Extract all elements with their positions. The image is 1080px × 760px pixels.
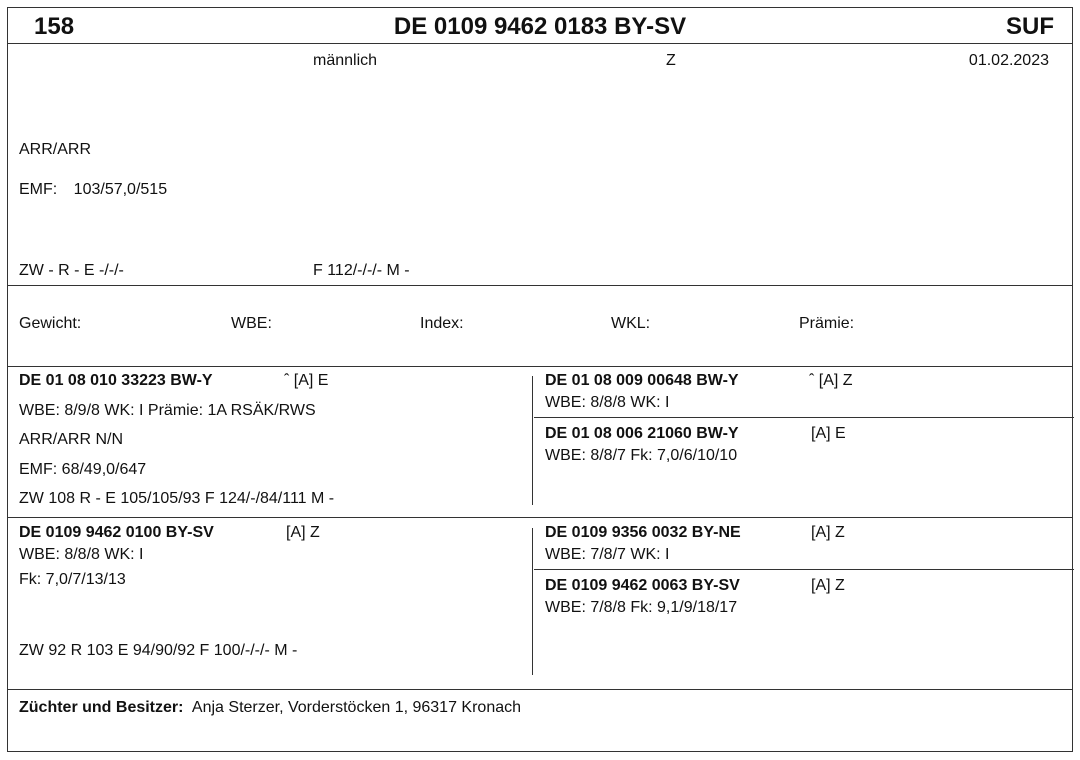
card-header	[8, 8, 1072, 44]
dam-line3: ZW 92 R 103 E 94/90/92 F 100/-/-/- M -	[19, 642, 298, 659]
divider	[8, 285, 1072, 286]
dam-dam-id: DE 0109 9462 0063 BY-SV	[545, 577, 740, 594]
divider	[8, 366, 1072, 367]
dam-sire-id: DE 0109 9356 0032 BY-NE	[545, 524, 741, 541]
catalog-number: 158	[34, 13, 75, 40]
index-label: Index:	[420, 315, 464, 332]
emf-value: 103/57,0/515	[73, 181, 168, 198]
sex: männlich	[313, 52, 378, 69]
dam-sire-line1: WBE: 7/8/7 WK: I	[545, 546, 670, 563]
divider	[8, 689, 1072, 690]
emf-row	[19, 181, 167, 199]
sire-id: DE 01 08 010 33223 BW-Y	[19, 372, 213, 389]
breeding-value-right: F 112/-/-/- M -	[313, 262, 410, 279]
sire-sire-line1: WBE: 8/8/8 WK: I	[545, 394, 670, 411]
dam-dam-flags: [A] Z	[811, 577, 845, 594]
sire-sire-flags: ˆ [A] Z	[809, 372, 853, 389]
herdbook-mark: Z	[666, 52, 676, 69]
divider	[534, 569, 1074, 570]
dam-dam-line1: WBE: 7/8/8 Fk: 9,1/9/18/17	[545, 599, 738, 616]
sire-dam-line1: WBE: 8/8/7 Fk: 7,0/6/10/10	[545, 447, 738, 464]
breeder-value: Anja Sterzer, Vorderstöcken 1, 96317 Kronach	[191, 699, 522, 716]
sire-dam-id: DE 01 08 006 21060 BW-Y	[545, 425, 739, 442]
breed-code: SUF	[1006, 13, 1054, 40]
catalog-card	[7, 7, 1073, 752]
sire-flags: ˆ [A] E	[284, 372, 329, 389]
divider	[532, 376, 533, 505]
wbe-label: WBE:	[231, 315, 272, 332]
birth-date: 01.02.2023	[968, 52, 1049, 69]
dam-line2: Fk: 7,0/7/13/13	[19, 571, 126, 588]
breeder-label: Züchter und Besitzer:	[19, 699, 184, 716]
sire-sire-id: DE 01 08 009 00648 BW-Y	[545, 372, 739, 389]
breeding-value-left: ZW - R - E -/-/-	[19, 262, 124, 279]
sire-line2: ARR/ARR N/N	[19, 431, 124, 448]
gewicht-label: Gewicht:	[19, 315, 82, 332]
dam-sire-flags: [A] Z	[811, 524, 845, 541]
praemie-label: Prämie:	[799, 315, 855, 332]
divider	[532, 528, 533, 675]
divider	[534, 417, 1074, 418]
wkl-label: WKL:	[611, 315, 651, 332]
genotype: ARR/ARR	[19, 141, 92, 158]
sire-line4: ZW 108 R - E 105/105/93 F 124/-/84/111 M -	[19, 490, 335, 507]
sire-dam-flags: [A] E	[811, 425, 846, 442]
emf-label: EMF:	[19, 181, 58, 198]
animal-id: DE 0109 9462 0183 BY-SV	[393, 13, 687, 40]
divider	[8, 517, 1072, 518]
dam-flags: [A] Z	[286, 524, 320, 541]
breeder-row	[19, 699, 521, 717]
dam-id: DE 0109 9462 0100 BY-SV	[19, 524, 214, 541]
sire-line3: EMF: 68/49,0/647	[19, 461, 147, 478]
sire-line1: WBE: 8/9/8 WK: I Prämie: 1A RSÄK/RWS	[19, 402, 316, 419]
dam-line1: WBE: 8/8/8 WK: I	[19, 546, 144, 563]
